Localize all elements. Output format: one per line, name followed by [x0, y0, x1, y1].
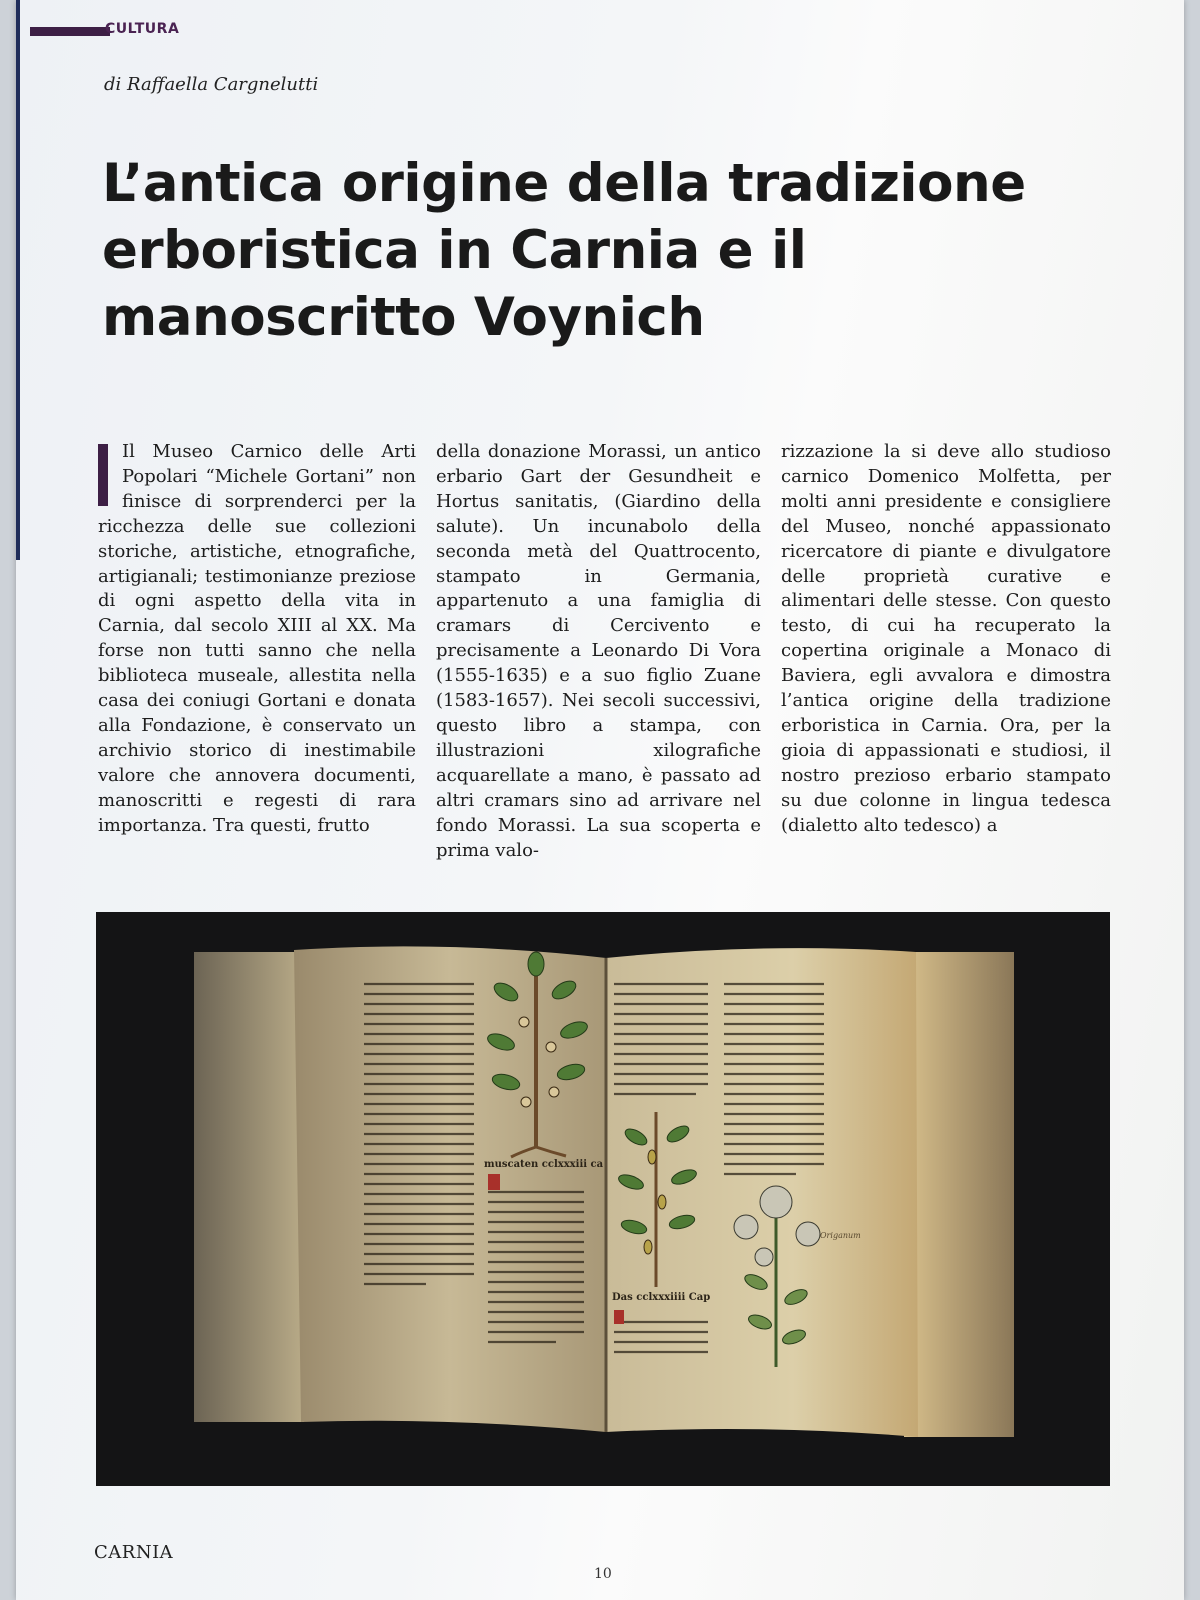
column-3: rizzazione la si deve allo studioso carnico Domenico Molfetta, per molti anni presidente e consigliere del Museo, nonché appassionato ricercatore di piante e divulgatore delle proprietà curative e alimentari delle stesse. Con questo testo, di cui ha recuperato la copertina originale a Monaco di Baviera, egli avvalora e dimostra l’antica origine della tradizione erboristica in Carnia. Ora, per la gioia di appassionati e studiosi, il nostro prezioso erbario stampato su due colonne in lingua tedesca (dialetto alto tedesco) a [781, 441, 1111, 836]
magazine-brand: CARNIA [94, 1542, 174, 1563]
column-2: della donazione Morassi, un antico erbario Gart der Gesundheit e Hortus sanitatis, (Giardino della salute). Un incunabolo della seconda metà del Quattrocento, stampato in Germania, appartenuto a una famiglia di cramars di Cercivento e precisamente a Leonardo Di Vora (1555-1635) e a suo figlio Zuane (1583-1657). Nei secoli successivi, questo libro a stampa, con illustrazioni xilografiche acquarellate a mano, è passato ad altri cramars sino ad arrivare nel fondo Morassi. La sua scoperta e prima valo- [436, 441, 761, 861]
right-chapter-caption: Das cclxxxiiii Cap [612, 1292, 711, 1303]
open-book-illustration [96, 912, 1110, 1486]
dropcap-letter: I [122, 441, 130, 462]
handwritten-note: Origanum [820, 1231, 861, 1240]
article-title: L’antica origine della tradizione erboristica in Carnia e il manoscritto Voynich [102, 153, 1026, 348]
magazine-page [16, 0, 1184, 1600]
right-page [606, 948, 918, 1437]
left-page-edges [194, 952, 304, 1422]
red-initial-left [488, 1174, 500, 1190]
right-page-edges [904, 952, 1014, 1437]
dropcap-bar [98, 444, 108, 506]
byline: di Raffaella Cargnelutti [104, 74, 319, 95]
section-bar [30, 27, 110, 36]
spine-line [16, 0, 20, 560]
red-initial-right [614, 1310, 624, 1324]
section-label: CULTURA [105, 21, 180, 37]
left-page [294, 946, 606, 1432]
page-number: 10 [594, 1566, 612, 1582]
herbarium-photo [96, 912, 1110, 1486]
left-chapter-caption: muscaten cclxxxiii ca [484, 1159, 604, 1170]
article-body [98, 440, 1111, 890]
column-1-text: l Museo Carnico delle Arti Popolari “Michele Gortani” non finisce di sorprenderci per la ricchezza delle sue collezioni storiche, artistiche, etnografiche, artigianali; testimonianze preziose di ogni aspetto della vita in Carnia, dal secolo XIII al XX. Ma forse non tutti sanno che nella biblioteca museale, allestita nella casa dei coniugi Gortani e donata alla Fondazione, è conservato un archivio storico di inestimabile valore che annovera documenti, manoscritti e regesti di rara importanza. Tra questi, frutto [98, 441, 416, 836]
column-1 [98, 440, 416, 890]
